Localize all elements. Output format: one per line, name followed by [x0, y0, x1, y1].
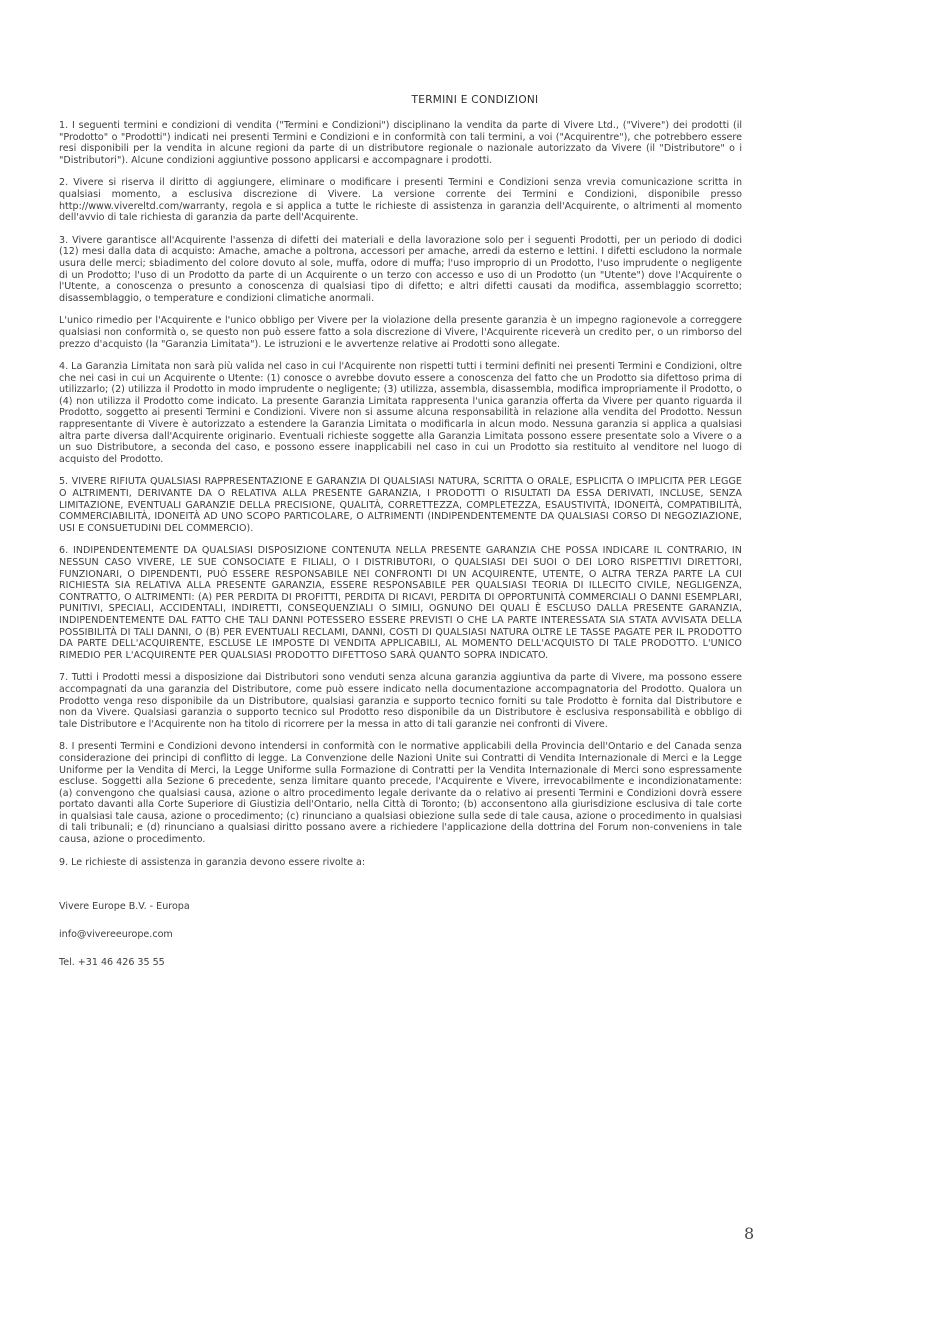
contact-phone: Tel. +31 46 426 35 55	[59, 957, 165, 969]
contact-block	[59, 886, 742, 984]
paragraph-3-remedy: L'unico rimedio per l'Acquirente e l'unico obbligo per Vivere per la violazione della presente garanzia è un impegno ragionevole a correggere qualsiasi non conformità o, se questo non può essere fatto a sola discrezione di Vivere, l'Acquirente riceverà un credito per, o un rimborso del prezzo d'acquisto (la "Garanzia Limitata"). Le istruzioni e le avvertenze relative ai Prodotti sono allegate.	[59, 315, 742, 350]
document-title: TERMINI E CONDIZIONI	[411, 94, 539, 106]
paragraph-8: 8. I presenti Termini e Condizioni devono intendersi in conformità con le normative applicabili della Provincia dell'Ontario e del Canada senza considerazione dei principi di conflitto di legge. La Convenzione delle Nazioni Unite sui Contratti di Vendita Internazionale di Merci e la Legge Uniforme per la Vendita di Merci, la Legge Uniforme sulla Formazione di Contratti per la Vendita Internazionale di Merci sono espressamente escluse. Soggetti alla Sezione 6 precedente, senza limitare quanto precede, l'Acquirente e Vivere, irrevocabilmente e incondizionatamente: (a) convengono che qualsiasi causa, azione o altro procedimento legale derivante da o relativo ai presenti Termini e Condizioni dovrà essere portato davanti alla Corte Superiore di Giustizia dell'Ontario, nella Città di Toronto; (b) acconsentono alla giurisdizione esclusiva di tale corte in qualsiasi tale causa, azione o procedimento; (c) rinunciano a qualsiasi obiezione sulla sede di tale causa, azione o procedimento in qualsiasi di tali tribunali; e (d) rinunciano a qualsiasi diritto possano avere a richiedere l'applicazione della dottrina del Forum non-conveniens in tale causa, azione o procedimento.	[59, 741, 742, 846]
paragraph-1: 1. I seguenti termini e condizioni di vendita ("Termini e Condizioni") disciplinano la vendita da parte di Vivere Ltd., ("Vivere") dei prodotti (il "Prodotto" o "Prodotti") indicati nei presenti Termini e Condizioni e in conformità con tali termini, a voi ("Acquirentre"), che potrebbero essere resi disponibili per la vendita in alcune regioni da parte di un distributore regionale o nazionale autorizzato da Vivere (il "Distributore" o i "Distributori"). Alcune condizioni aggiuntive possono applicarsi e accompagnare i prodotti.	[59, 120, 742, 166]
contact-company: Vivere Europe B.V. - Europa	[59, 901, 190, 913]
paragraph-2: 2. Vivere si riserva il diritto di aggiungere, eliminare o modificare i presenti Termini e Condizioni senza vrevia comunicazione scritta in qualsiasi momento, a esclusiva discrezione di Vivere. La versione corrente dei Termini e Condizioni, disponibile presso http://www.vivereltd.com/warranty, regola e si applica a tutte le richieste di assistenza in garanzia dell'Acquirente, o altrimenti al momento dell'avvio di tale richiesta di garanzia da parte dell'Acquirente.	[59, 177, 742, 224]
page-number: 8	[744, 1224, 755, 1243]
document-body	[59, 120, 742, 984]
paragraph-5: 5. VIVERE RIFIUTA QUALSIASI RAPPRESENTAZIONE E GARANZIA DI QUALSIASI NATURA, SCRITTA O ORALE, ESPLICITA O IMPLICITA PER LEGGE O ALTRIMENTI, DERIVANTE DA O RELATIVA ALLA PRESENTE GARANZIA, I PRODOTTI O RISULTATI DA ESSA DERIVATI, INCLUSE, SENZA LIMITAZIONE, EVENTUALI GARANZIE DELLA PRECISIONE, QUALITÀ, CORRETTEZZA, COMPLETEZZA, ESAUSTIVITÀ, IDONEITÀ, COMPATIBILITÀ, COMMERCIABILITÀ, IDONEITÀ AD UNO SCOPO PARTICOLARE, O ALTRIMENTI (INDIPENDENTEMENTE DA QUALSIASI CORSO DI NEGOZIAZIONE, USI E CONSUETUDINI DEL COMMERCIO).	[59, 476, 742, 534]
paragraph-9: 9. Le richieste di assistenza in garanzia devono essere rivolte a:	[59, 856, 366, 868]
paragraph-3: 3. Vivere garantisce all'Acquirente l'assenza di difetti dei materiali e della lavorazione solo per i seguenti Prodotti, per un periodo di dodici (12) mesi dalla data di acquisto: Amache, amache a poltrona, accessori per amache, arredi da esterno e lettini. I difetti escludono la normale usura delle merci; sbiadimento del colore dovuto al sole, muffa, odore di muffa; l'uso improprio di un Prodotto, l'uso imprudente o negligente di un Prodotto; l'uso di un Prodotto da parte di un Acquirente o un terzo con accesso e uso di un Prodotto (un "Utente") dove l'Acquirente o l'Utente, a conoscenza o presunto a conoscenza di qualsiasi tipo di difetto; e altri difetti causati da modifica, assemblaggio scorretto; disassemblaggio, o temperature e condizioni climatiche anormali.	[59, 234, 742, 304]
paragraph-6: 6. INDIPENDENTEMENTE DA QUALSIASI DISPOSIZIONE CONTENUTA NELLA PRESENTE GARANZIA CHE POSSA INDICARE IL CONTRARIO, IN NESSUN CASO VIVERE, LE SUE CONSOCIATE E FILIALI, O I DISTRIBUTORI, O QUALSIASI DEI SUOI O DEI LORO RISPETTIVI DIRETTORI, FUNZIONARI, O DIPENDENTI, PUÒ ESSERE RESPONSABILE NEI CONFRONTI DI UN ACQUIRENTE, UTENTE, O ALTRA TERZA PARTE LA CUI RICHIESTA SIA RELATIVA ALLA PRESENTE GARANZIA, ESSERE RESPONSABILE PER QUALSIASI TEORIA DI ILLECITO CIVILE, NEGLIGENZA, CONTRATTO, O ALTRIMENTI: (A) PER PERDITA DI PROFITTI, PERDITA DI RICAVI, PERDITA DI OPPORTUNITÀ COMMERCIALI O DANNI ESEMPLARI, PUNITIVI, SPECIALI, ACCIDENTALI, INDIRETTI, CONSEQUENZIALI O SIMILI, OGNUNO DEI QUALI È ESCLUSO DALLA PRESENTE GARANZIA, INDIPENDENTEMENTE DAL FATTO CHE TALI DANNI POTESSERO ESSERE PREVISTI O CHE LA PARTE INTERESSATA SIA STATA AVVISATA DELLA POSSIBILITÀ DI TALI DANNI, O (B) PER EVENTUALI RECLAMI, DANNI, COSTI DI QUALSIASI NATURA OLTRE LE TASSE PAGATE PER IL PRODOTTO DA PARTE DELL'ACQUIRENTE, ESCLUSE LE IMPOSTE DI VENDITA APPLICABILI, AL MOMENTO DELL'ACQUISTO DI TALE PRODOTTO. L'UNICO RIMEDIO PER L'ACQUIRENTE PER QUALSIASI PRODOTTO DIFETTOSO SARÀ QUANTO SOPRA INDICATO.	[59, 545, 742, 661]
paragraph-4: 4. La Garanzia Limitata non sarà più valida nel caso in cui l'Acquirente non rispetti tutti i termini definiti nei presenti Termini e Condizioni, oltre che nei casi in cui un Acquirente o Utente: (1) conosce o avrebbe dovuto essere a conoscenza del fatto che un Prodotto sia difettoso prima di utilizzarlo; (2) utilizza il Prodotto in modo imprudente o negligente; (3) utilizza, assembla, disassembla, modifica impropriamente il Prodotto, o (4) non utilizza il Prodotto come indicato. La presente Garanzia Limitata rappresenta l'unica garanzia offerta da Vivere per quanto riguarda il Prodotto, soggetto ai presenti Termini e Condizioni. Vivere non si assume alcuna responsabilità in relazione alla vendita del Prodotto. Nessun rappresentante di Vivere è autorizzato a estendere la Garanzia Limitata o modificarla in alcun modo. Nessuna garanzia si applica a qualsiasi altra parte diversa dall'Acquirente originario. Eventuali richieste soggette alla Garanzia Limitata possono essere presentate solo a Vivere o a un suo Distributore, a seconda del caso, e possono essere inapplicabili nel caso in cui un Prodotto sia restituito al venditore nel luogo di acquisto del Prodotto.	[59, 361, 742, 465]
contact-email: info@vivereeurope.com	[59, 929, 173, 941]
paragraph-7: 7. Tutti i Prodotti messi a disposizione dai Distributori sono venduti senza alcuna garanzia aggiuntiva da parte di Vivere, ma possono essere accompagnati da una garanzia del Distributore, come può essere indicato nella documentazione accompagnatoria del Prodotto. Qualora un Prodotto venga reso disponibile da un Distributore, qualsiasi garanzia e supporto tecnico forniti su tale Prodotto è fornita dal Distributore e non da Vivere. Qualsiasi garanzia o supporto tecnico sul Prodotto reso disponibile da un Distributore è esclusiva responsabilità e obbligo di tale Distributore e l'Acquirente non ha titolo di ricorrere per la messa in atto di tali garanzie nei confronti di Vivere.	[59, 672, 742, 730]
